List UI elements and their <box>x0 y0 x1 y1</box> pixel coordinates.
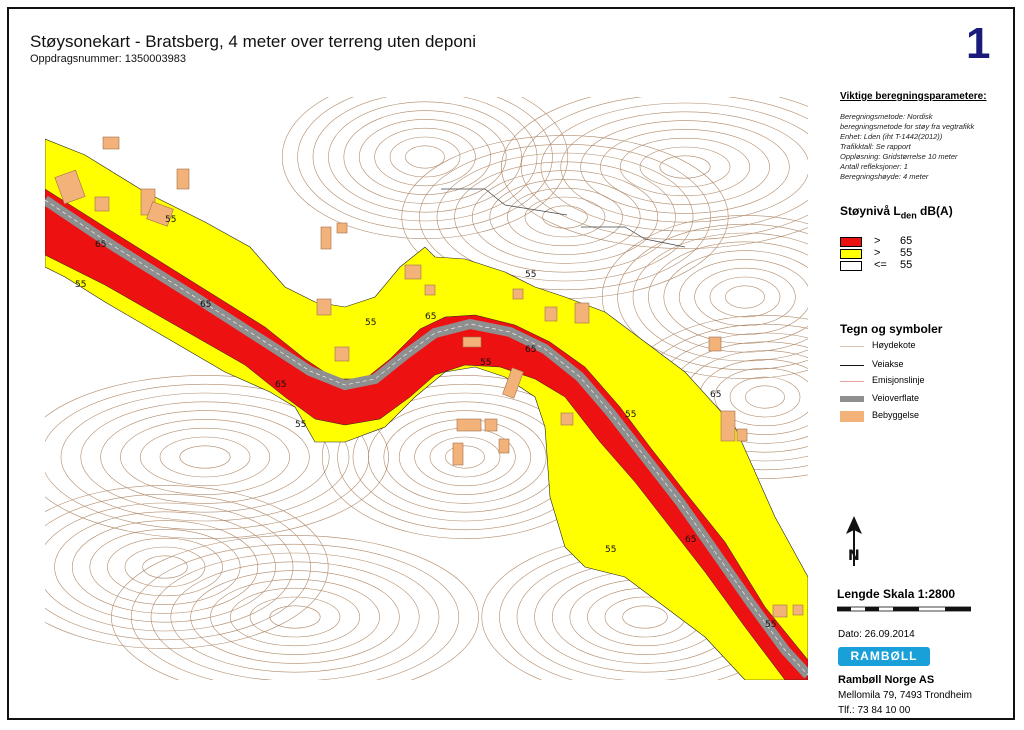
building <box>709 337 721 351</box>
building <box>95 197 109 211</box>
contour-label: 55 <box>365 318 377 328</box>
building <box>737 429 747 441</box>
building <box>453 443 463 465</box>
noise-value: 55 <box>900 259 913 271</box>
parameter-line: Enhet: Lden (iht T-1442(2012)) <box>840 132 943 141</box>
noise-operator: > <box>874 235 881 247</box>
emission-line-icon <box>840 381 864 382</box>
building <box>499 439 509 453</box>
building <box>513 289 523 299</box>
building <box>405 265 421 279</box>
building-icon <box>840 411 864 422</box>
contour-label: 55 <box>605 545 617 555</box>
sheet-number: 1 <box>966 19 991 68</box>
contour-label: 55 <box>295 420 307 430</box>
parameters-list <box>840 112 1010 182</box>
building <box>321 227 331 249</box>
building <box>337 223 347 233</box>
noise-level-row <box>840 249 1000 260</box>
symbols-title: Tegn og symboler <box>840 322 943 336</box>
noise-title-text: Støynivå L <box>840 204 901 218</box>
noise-swatch-below-55 <box>840 261 862 271</box>
noise-operator: <= <box>874 259 887 271</box>
building <box>793 605 803 615</box>
noise-title-sub: den <box>900 210 917 221</box>
project-number: Oppdragsnummer: 1350003983 <box>30 53 186 65</box>
noise-level-row <box>840 261 1000 272</box>
parameter-line: Beregningsmetode: Nordisk <box>840 112 933 121</box>
building <box>773 605 787 617</box>
parameter-line: Beregningshøyde: 4 meter <box>840 172 929 181</box>
building <box>721 411 735 441</box>
symbol-row <box>840 359 1010 373</box>
company-address: Mellomila 79, 7493 Trondheim <box>838 690 972 701</box>
noise-title-unit: dB(A) <box>916 204 953 218</box>
building <box>457 419 481 431</box>
noise-swatch-65 <box>840 237 862 247</box>
noise-operator: > <box>874 247 881 259</box>
map-title: Støysonekart - Bratsberg, 4 meter over terreng uten deponi <box>30 32 477 51</box>
contour-label: 55 <box>625 410 637 420</box>
contour-line-icon <box>840 346 864 347</box>
contour-label: 65 <box>685 535 697 545</box>
noise-level-row <box>840 237 1000 248</box>
road-axis-line-icon <box>840 365 864 366</box>
symbol-label: Bebyggelse <box>872 410 920 420</box>
north-arrow-icon <box>842 516 866 568</box>
map-date: Dato: 26.09.2014 <box>838 629 915 640</box>
contour-label: 55 <box>765 620 777 630</box>
noise-value: 65 <box>900 235 913 247</box>
contour-label: 65 <box>425 312 437 322</box>
parameter-line: Antall refleksjoner: 1 <box>840 162 908 171</box>
north-label: N <box>848 548 860 564</box>
contour-label: 65 <box>525 345 537 355</box>
building <box>317 299 331 315</box>
company-name: Rambøll Norge AS <box>838 674 935 686</box>
contour-label: 65 <box>275 380 287 390</box>
parameter-line: Trafikktall: Se rapport <box>840 142 911 151</box>
symbol-row <box>840 393 1010 407</box>
building <box>425 285 435 295</box>
noise-map-svg <box>45 97 808 680</box>
parameter-line: Oppløsning: Gridstørrelse 10 meter <box>840 152 958 161</box>
scale-bar <box>837 604 971 624</box>
building <box>103 137 119 149</box>
contour-label: 55 <box>525 270 537 280</box>
contour-label: 55 <box>165 215 177 225</box>
symbol-row <box>840 410 1010 424</box>
building <box>485 419 497 431</box>
symbol-label: Høydekote <box>872 340 916 350</box>
parameter-line: beregningsmetode for støy fra vegtrafikk <box>840 122 975 131</box>
road-surface-icon <box>840 396 864 402</box>
building <box>561 413 573 425</box>
building <box>545 307 557 321</box>
symbol-label: Veioverflate <box>872 393 920 403</box>
noise-swatch-55 <box>840 249 862 259</box>
building <box>463 337 481 347</box>
symbol-label: Veiakse <box>872 359 904 369</box>
contour-label: 55 <box>75 280 87 290</box>
ramboll-logo: RAMBØLL <box>838 647 930 666</box>
symbol-label: Emisjonslinje <box>872 375 925 385</box>
scale-title: Lengde Skala 1:2800 <box>837 587 956 601</box>
contour-label: 65 <box>95 240 107 250</box>
noise-level-title <box>840 204 953 220</box>
building <box>335 347 349 361</box>
parameters-title: Viktige beregningsparametere: <box>840 91 987 102</box>
contour-label: 55 <box>480 358 492 368</box>
building <box>575 303 589 323</box>
noise-value: 55 <box>900 247 913 259</box>
noise-map[interactable] <box>45 97 808 680</box>
symbol-row <box>840 340 1010 354</box>
building <box>177 169 189 189</box>
symbol-row <box>840 375 1010 389</box>
company-phone: Tlf.: 73 84 10 00 <box>838 705 911 716</box>
contour-label: 65 <box>710 390 722 400</box>
contour-label: 65 <box>200 300 212 310</box>
